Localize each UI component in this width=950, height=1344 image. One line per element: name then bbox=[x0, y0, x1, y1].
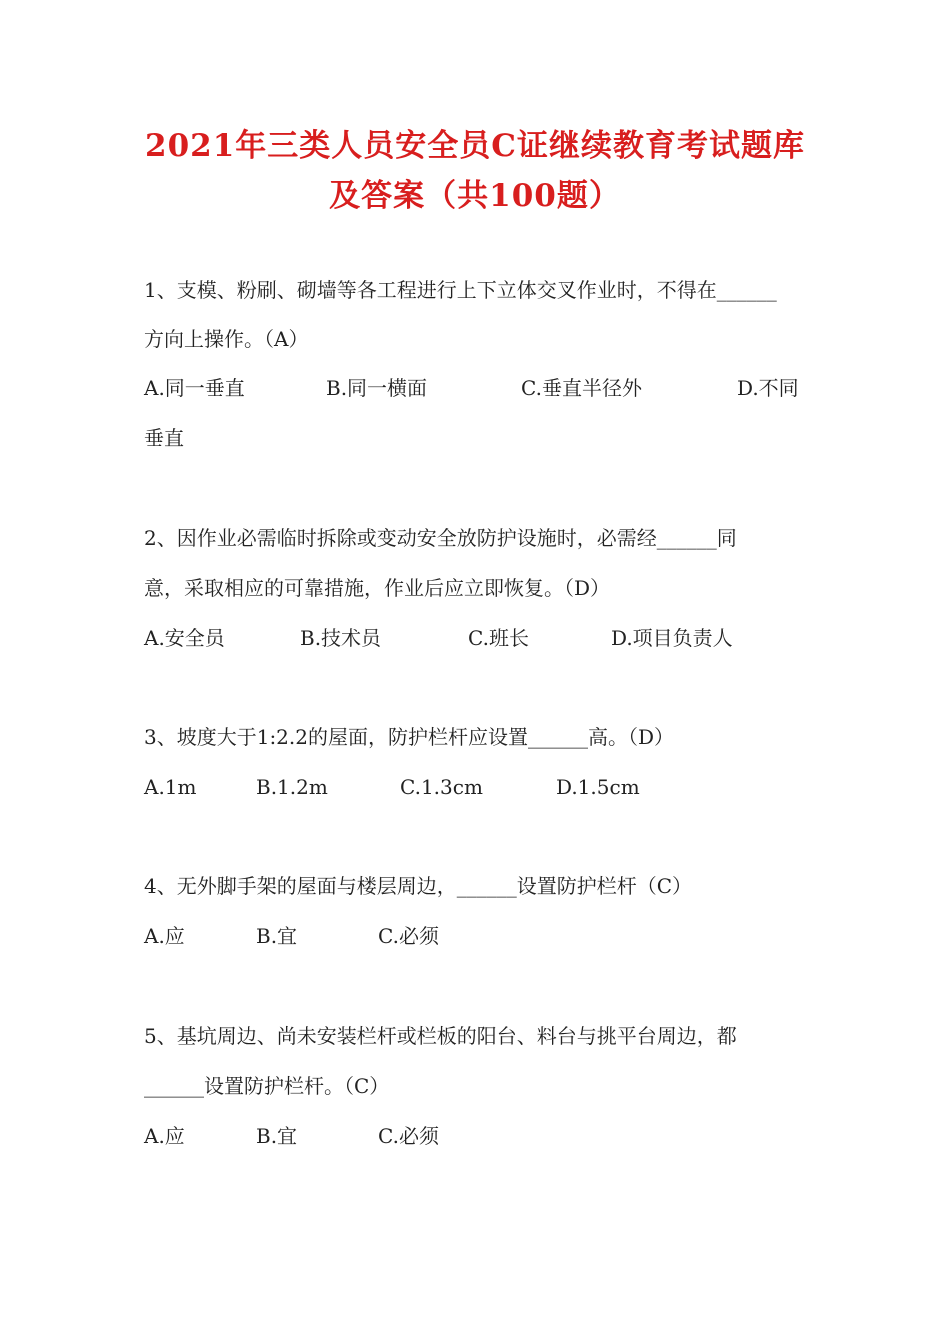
question-text: 方向上操作。（A） bbox=[144, 327, 309, 351]
option-c: C.必须 bbox=[378, 1124, 439, 1148]
question-text: ______设置防护栏杆。（C） bbox=[144, 1074, 390, 1098]
option-b: B.技术员 bbox=[300, 626, 382, 650]
option-a: A.应 bbox=[144, 924, 185, 948]
option-a: A.安全员 bbox=[144, 626, 225, 650]
option-d-continued: 垂直 bbox=[144, 426, 184, 450]
option-b: B.1.2m bbox=[256, 775, 328, 799]
question-text: 5、基坑周边、尚未安装栏杆或栏板的阳台、料台与挑平台周边，都 bbox=[144, 1024, 737, 1048]
question-text: 2、因作业必需临时拆除或变动安全放防护设施时，必需经______同 bbox=[144, 526, 737, 550]
option-d: D.不同 bbox=[737, 376, 799, 400]
option-b: B.宜 bbox=[256, 1124, 298, 1148]
question-text: 意，采取相应的可靠措施，作业后应立即恢复。（D） bbox=[144, 576, 611, 600]
question-text: 3、坡度大于1:2.2的屋面，防护栏杆应设置______高。（D） bbox=[144, 725, 675, 749]
option-a: A.应 bbox=[144, 1124, 185, 1148]
question-text: 4、无外脚手架的屋面与楼层周边，______设置防护栏杆（C） bbox=[144, 874, 693, 898]
option-c: C.1.3cm bbox=[400, 775, 483, 799]
question-text: 1、支模、粉刷、砌墙等各工程进行上下立体交叉作业时，不得在______ bbox=[144, 278, 777, 302]
option-c: C.垂直半径外 bbox=[521, 376, 642, 400]
option-a: A.同一垂直 bbox=[144, 376, 245, 400]
option-c: C.必须 bbox=[378, 924, 439, 948]
option-d: D.1.5cm bbox=[556, 775, 640, 799]
option-b: B.同一横面 bbox=[326, 376, 428, 400]
option-c: C.班长 bbox=[468, 626, 529, 650]
option-b: B.宜 bbox=[256, 924, 298, 948]
document-title-line-1: 2021年三类人员安全员C证继续教育考试题库 bbox=[145, 128, 805, 164]
option-d: D.项目负责人 bbox=[611, 626, 733, 650]
option-a: A.1m bbox=[144, 775, 197, 799]
document-title-line-2: 及答案（共100题） bbox=[329, 178, 621, 214]
